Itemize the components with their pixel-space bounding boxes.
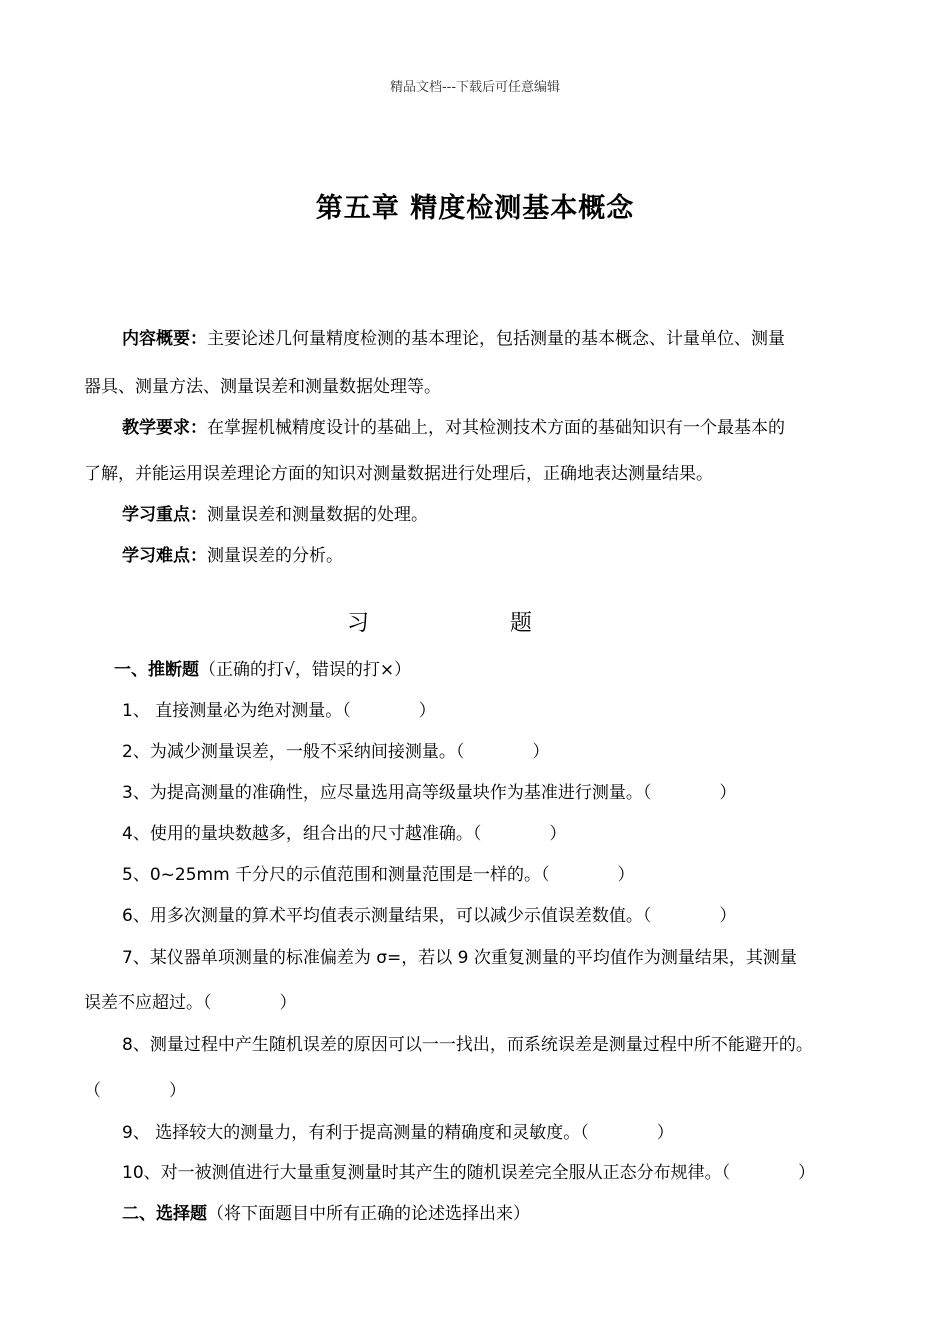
exercises-title-right: 题 bbox=[510, 611, 533, 636]
section1-note: （正确的打√，错误的打×） bbox=[199, 660, 412, 680]
question-2: 2、为减少测量误差，一般不采纳间接测量。（ ） bbox=[122, 742, 550, 762]
overview-text-1: 主要论述几何量精度检测的基本理论，包括测量的基本概念、计量单位、测量 bbox=[207, 329, 785, 349]
question-6: 6、用多次测量的算术平均值表示测量结果，可以减少示值误差数值。（ ） bbox=[122, 906, 737, 926]
overview-label: 内容概要： bbox=[122, 329, 207, 349]
question-1: 1、 直接测量必为绝对测量。（ ） bbox=[122, 701, 436, 721]
focus-label: 学习重点： bbox=[122, 505, 207, 525]
focus-line bbox=[122, 500, 428, 525]
overview-paragraph-line2: 器具、测量方法、测量误差和测量数据处理等。 bbox=[84, 377, 441, 397]
question-3: 3、为提高测量的准确性，应尽量选用高等级量块作为基准进行测量。（ ） bbox=[122, 783, 737, 803]
section1-heading bbox=[114, 655, 411, 680]
question-7-line2: 误差不应超过。（ ） bbox=[84, 993, 297, 1013]
exercises-title-left: 习 bbox=[347, 611, 370, 636]
teaching-paragraph-line1 bbox=[122, 413, 785, 438]
question-5: 5、0~25mm 千分尺的示值范围和测量范围是一样的。（ ） bbox=[122, 865, 635, 885]
question-4: 4、使用的量块数越多，组合出的尺寸越准确。（ ） bbox=[122, 824, 567, 844]
teaching-label: 教学要求： bbox=[122, 418, 207, 438]
difficulty-text: 测量误差的分析。 bbox=[207, 546, 343, 566]
section2-label: 二、选择题 bbox=[122, 1204, 207, 1224]
section1-label: 一、推断题 bbox=[114, 660, 199, 680]
section2-heading bbox=[122, 1199, 530, 1224]
difficulty-label: 学习难点： bbox=[122, 546, 207, 566]
chapter-title: 第五章 精度检测基本概念 bbox=[315, 193, 635, 224]
section2-note: （将下面题目中所有正确的论述选择出来） bbox=[207, 1204, 530, 1224]
question-10: 10、对一被测值进行大量重复测量时其产生的随机误差完全服从正态分布规律。（ ） bbox=[122, 1163, 816, 1183]
teaching-paragraph-line2: 了解，并能运用误差理论方面的知识对测量数据进行处理后，正确地表达测量结果。 bbox=[84, 464, 713, 484]
question-9: 9、 选择较大的测量力，有利于提高测量的精确度和灵敏度。（ ） bbox=[122, 1123, 674, 1143]
page-header: 精品文档---下载后可任意编辑 bbox=[389, 80, 561, 95]
question-8-line2: （ ） bbox=[84, 1081, 186, 1101]
difficulty-line bbox=[122, 541, 343, 566]
question-8-line1: 8、测量过程中产生随机误差的原因可以一一找出，而系统误差是测量过程中所不能避开的。 bbox=[122, 1035, 813, 1055]
teaching-text-1: 在掌握机械精度设计的基础上，对其检测技术方面的基础知识有一个最基本的 bbox=[207, 418, 785, 438]
overview-paragraph-line1 bbox=[122, 324, 785, 349]
focus-text: 测量误差和测量数据的处理。 bbox=[207, 505, 428, 525]
question-7-line1: 7、某仪器单项测量的标准偏差为 σ=，若以 9 次重复测量的平均值作为测量结果，其测量 bbox=[122, 948, 797, 968]
